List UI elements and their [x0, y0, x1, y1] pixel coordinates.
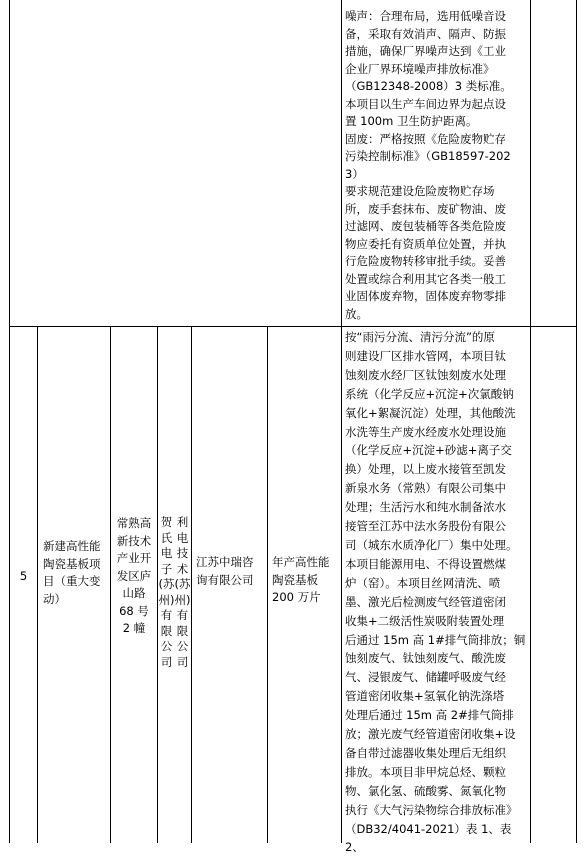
row1-measures: 噪声：合理布局，选用低噪音设 备，采取有效消声、隔声、防振 措施，确保厂界噪声达到《工业 企业厂界环境噪声排放标准》 （GB12348-2008）3 类标准。 本项目以生产车间边界为起点设 置 100m 卫生防护距离。 固废：严格按照《危险废物贮存 污染控制标准》（GB18597-2023） 要求规范建设危险废物贮存场 所，废手套抹布、废矿物油、废 过滤网、废包装桶等各类危险废 物应委托有资质单位处置，并执 行危险废物转移审批手续。妥善 处置或综合利用其它各类一般工 业固体废弃物，固体废弃物零排 放。: [345, 9, 512, 321]
row2-consultant: 江苏中瑞咨 询有限公司: [196, 555, 254, 587]
table-border-left: [9, 0, 10, 843]
col-divider-6: [341, 0, 342, 843]
col-divider-4: [191, 326, 192, 843]
col-divider-1: [37, 326, 38, 843]
row-divider: [9, 326, 577, 327]
table-border-right: [576, 0, 577, 843]
row2-project-name: 新建高性能 陶瓷基板项 目（重大变 动）: [43, 539, 101, 606]
col-divider-7: [530, 0, 531, 843]
row2-measures: 按“雨污分流、清污分流”的原 则建设厂区排水管网，本项目钛 蚀刻废水经厂区钛蚀刻废水处理 系统（化学反应+沉淀+次氯酸钠 氧化+絮凝沉淀）处理，其他酸洗 水洗等生产废水经废水处理设施 （化学反应+沉淀+砂滤+离子交 换）处理，以上废水接管至凯发 新泉水务（常熟）有限公司集中 处理；生活污水和纯水制备浓水 接管至江苏中法水务股份有限公 司（城东水质净化厂）集中处理。 本项目能源用电、不得设置燃煤 炉（窑）。本项目丝网清洗、喷 墨、激光后检测废气经管道密闭 收集+二级活性炭吸附装置处理 后通过 15m 高 1#排气筒排放；铜 蚀刻废气、钛蚀刻废气、酸洗废 气、浸银废气、储罐呼吸废气经 管道密闭收集+氢氧化钠洗涤塔 处理后通过 15m 高 2#排气筒排 放；激光废气经管道密闭收集+设 备自带过滤器收集处理后无组织 排放。本项目非甲烷总烃、颗粒 物、氯化氢、硫酸雾、氮氧化物 执行《大气污染物综合排放标准》 （DB32/4041-2021）表 1、表 2、: [345, 330, 526, 855]
row2-scale: 年产高性能 陶瓷基板 200 万片: [272, 555, 330, 604]
row2-number: 5: [19, 569, 28, 583]
row2-company-col2: 利 电 技 术 (苏 州) 有 限 公 司: [174, 515, 191, 669]
col-divider-5: [267, 326, 268, 843]
row2-company-col1: 贺 氏 电 子 (苏 州) 有 限 公 司: [158, 515, 175, 669]
row2-location: 常熟高 新技术 产业开 发区庐 山路 68 号 2 幢: [116, 516, 152, 635]
